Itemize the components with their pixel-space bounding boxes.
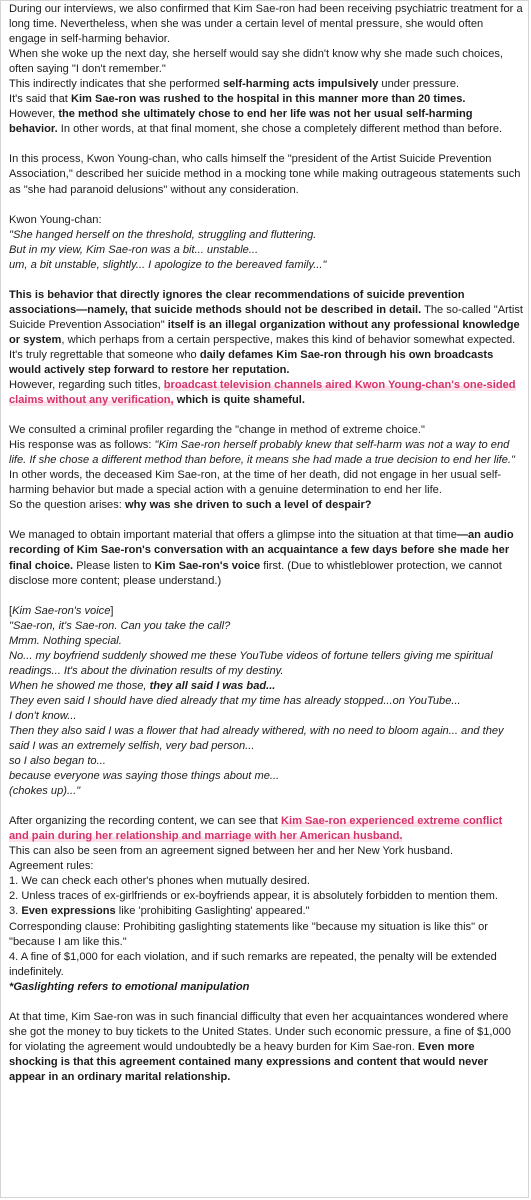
bold-text: the method she ultimately chose to end her life was not her usual self-harming behavior. [9,108,473,136]
text-run: In other words, at that final moment, she chose a completely different method than before. [57,123,503,136]
quote-line: But in my view, Kim Sae-ron was a bit... unstable... [9,243,259,256]
paragraph-agreement [9,814,523,995]
text-run: His response was as follows: [9,439,155,452]
agreement-rule: 2. Unless traces of ex-girlfriends or ex-boyfriends appear, it is absolutely forbidden to mention them. [9,890,498,903]
paragraph-criticism [9,288,523,408]
footnote [9,980,523,995]
text-run: like 'prohibiting Gaslighting' appeared." [115,905,310,918]
text-line [9,77,523,92]
quote-line: "She hanged herself on the threshold, struggling and fluttering. [9,228,317,241]
text-line [9,107,523,137]
transcript-line: No... my boyfriend suddenly showed me these YouTube videos of fortune tellers giving me spiritual readings... It's about the divination results of my destiny. [9,649,493,677]
italic-quote: "Kim Sae-ron herself probably knew that self-harm was not a way to end life. If she chose a different method than before, it means she had made a true decision to end her life." [9,439,515,467]
bold-text: Kim Sae-ron's voice [154,559,261,572]
highlighted-text: broadcast television channels aired Kwon Young-chan's one-sided claims without any verification, [9,379,516,407]
text-line: We consulted a criminal profiler regarding the "change in method of extreme choice." [9,424,425,437]
text-run: ] [110,604,114,617]
agreement-clause: Corresponding clause: Prohibiting gaslighting statements like "because my situation is like this" or "because I am like this." [9,920,488,948]
text-line: In other words, the deceased Kim Sae-ron, at the time of her death, did not engage in her usual self-harming behavior but made a special action with a genuine determination to end her life. [9,469,502,497]
text-line [9,378,523,408]
transcript-line: (chokes up)..." [9,785,81,798]
text-run: However, regarding such titles, [9,379,164,392]
article-body [9,2,523,1085]
text-line [9,92,523,107]
quote-kwon [9,213,523,273]
text-run: It's said that [9,93,71,106]
quote-line: um, a bit unstable, slightly... I apologize to the bereaved family..." [9,258,327,271]
bold-text: why was she driven to such a level of despair? [124,499,372,512]
text-run: When he showed me those, [9,679,150,692]
speaker-label: Kwon Young-chan: [9,213,102,226]
voice-transcript [9,604,523,800]
bold-text: Kim Sae-ron was rushed to the hospital in this manner more than 20 times. [70,93,466,106]
text-run: first. (Due to whistleblower protection, we cannot disclose more content; please understand.) [9,559,502,587]
text-line [9,498,523,513]
agreement-rule [9,904,523,919]
highlighted-text: Kim Sae-ron experienced extreme conflict and pain during her relationship and marriage with her American husband. [9,815,503,843]
text-line [9,814,523,844]
text-run: At that time, Kim Sae-ron was in such financial difficulty that even her acquaintances wondered where she got the money to buy tickets to the United States. Under such economic pressure, a fine of $1,000 for violating the agreement would undoubtedly be a heavy burden for Kim Sae-ron. [9,1010,511,1053]
bold-text: Even more shocking is that this agreement contained many expressions and content that would never appear in an ordinary marital relationship. [9,1040,488,1083]
italic-text: Kim Sae-ron's voice [12,604,111,617]
bold-text: which is quite shameful. [173,394,305,407]
paragraph-recording [9,528,523,588]
bold-text: —an audio recording of Kim Sae-ron's conversation with an acquaintance a few days before she made her final choice. [9,529,514,572]
paragraph-kwon-intro: In this process, Kwon Young-chan, who calls himself the "president of the Artist Suicide Prevention Association," described her suicide method in a mocking tone while making outrageous statements such as "she had paranoid delusions" without any consideration. [9,153,521,196]
bold-text: Even expressions [21,905,116,918]
transcript-line: I don't know... [9,709,77,722]
text-run: under pressure. [378,78,460,91]
voice-label [9,604,523,619]
text-run: The so-called "Artist Suicide Prevention Association" [9,303,523,331]
transcript-line: Mmm. Nothing special. [9,634,122,647]
agreement-rule: 1. We can check each other's phones when mutually desired. [9,875,310,888]
text-run: , which perhaps from a certain perspective, makes this kind of behavior somewhat expected. It's truly regrettable that someone who [9,333,516,361]
bold-text: This is behavior that directly ignores the clear recommendations of suicide prevention associations—namely, that suicide methods should not be described in detail. [9,288,465,316]
transcript-line: because everyone was saying those things about me... [9,770,280,783]
transcript-line: so I also began to... [9,755,106,768]
text-line [9,288,523,378]
text-run: We managed to obtain important material that offers a glimpse into the situation at that time [9,529,457,542]
paragraph-profiler [9,423,523,513]
transcript-line [9,679,523,694]
text-line: During our interviews, we also confirmed that Kim Sae-ron had been receiving psychiatric treatment for a long time. Nevertheless, when she was under a certain level of mental pressure, she would often engage in self-harming behavior. [9,3,523,46]
text-line [9,438,523,468]
transcript-line: They even said I should have died already that my time has already stopped...on YouTube... [9,694,461,707]
text-run: After organizing the recording content, we can see that [9,815,281,828]
agreement-rule: 4. A fine of $1,000 for each violation, and if such remarks are repeated, the penalty will be extended indefinitely. [9,950,497,978]
bold-text: daily defames Kim Sae-ron through his own broadcasts would actively step forward to restore her reputation. [9,348,494,376]
text-run: [ [9,604,13,617]
transcript-line: "Sae-ron, it's Sae-ron. Can you take the call? [9,619,231,632]
paragraph-financial [9,1010,523,1085]
paragraph-treatment [9,2,523,137]
bold-text: they all said I was bad... [149,679,276,692]
text-line: When she woke up the next day, she herself would say she didn't know why she made such choices, often saying "I don't remember." [9,48,504,76]
text-run: Please listen to [73,559,155,572]
text-run: 3. [9,905,22,918]
bold-text: self-harming acts impulsively [222,78,379,91]
text-run: However, [9,108,59,121]
text-line: This can also be seen from an agreement signed between her and her New York husband. [9,845,454,858]
text-line: Agreement rules: [9,860,94,873]
text-run: So the question arises: [9,499,125,512]
bold-text: itself is an illegal organization without any professional knowledge or system [9,318,520,346]
text-run: This indirectly indicates that she performed [9,78,223,91]
transcript-line: Then they also said I was a flower that had already withered, with no need to bloom again... and they said I was an extremely selfish, very bad person... [9,724,504,753]
italic-text: *Gaslighting refers to emotional manipulation [9,980,250,993]
